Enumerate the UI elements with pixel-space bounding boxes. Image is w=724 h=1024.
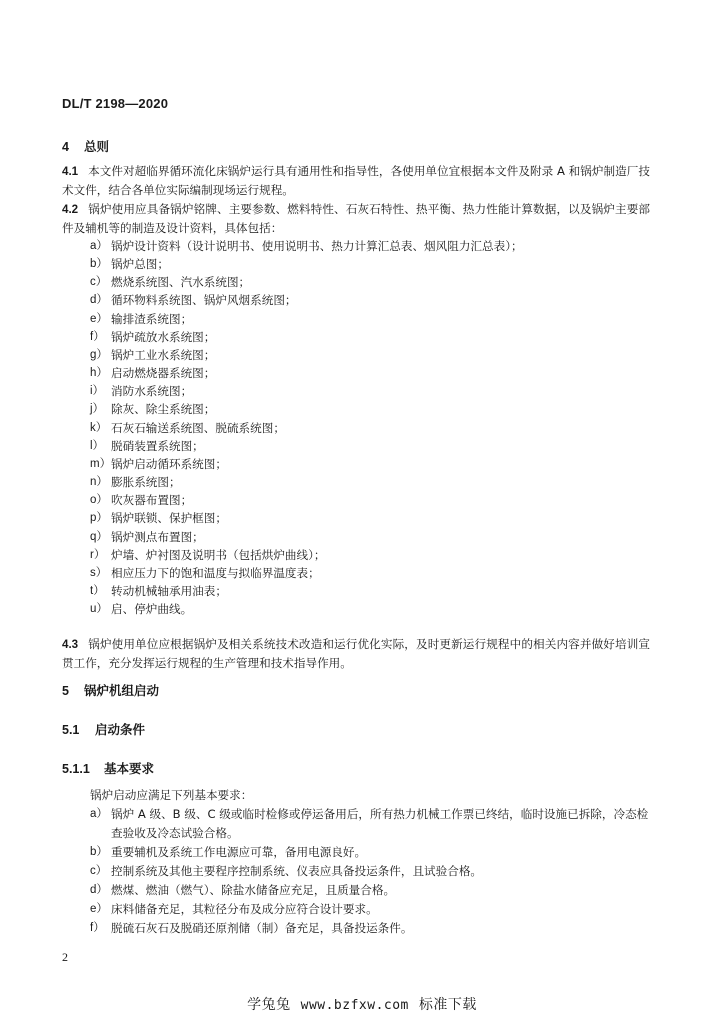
standard-code: DL/T 2198—2020 [62,96,169,111]
footer-watermark [0,994,724,1014]
list-item: m） 锅炉启动循环系统图； [90,456,227,471]
list-item: o） 吹灰器布置图； [90,493,193,508]
list-item: a） 锅炉设计资料（设计说明书、使用说明书、热力计算汇总表、烟风阻力汇总表）； [90,239,523,253]
intro-5-1-1: 锅炉启动应满足下列基本要求： [90,788,253,802]
list-item: a） 锅炉 A 级、B 级、C 级或临时检修或停运备用后，所有热力机械工作票已终结，临时设施已拆除，冷态检查验收及冷态试验合格。 [90,807,649,840]
list-5-1-1 [90,805,653,938]
list-item: k） 石灰石输送系统图、脱硫系统图； [90,420,285,435]
section-4-heading [62,139,109,155]
list-item: f） 脱硫石灰石及脱硝还原剂储（制）备充足，具备投运条件。 [90,921,413,935]
paragraph-text: 锅炉使用单位应根据锅炉及相关系统技术改造和运行优化实际，及时更新运行规程中的相关内容并做好培训宣贯工作，充分发挥运行规程的生产管理和技术指导作用。 [62,637,650,670]
paragraph-4-2 [62,200,650,238]
footer-brand: 学兔兔 [247,997,291,1013]
list-item: t） 转动机械轴承用油表； [90,583,227,598]
section-number: 5.1 [62,723,80,737]
list-item: c） 燃烧系统图、汽水系统图； [90,275,251,290]
list-item: f） 锅炉疏放水系统图； [90,329,216,344]
list-item: q） 锅炉测点布置图； [90,529,204,544]
paragraph-text: 本文件对超临界循环流化床锅炉运行具有通用性和指导性，各使用单位宜根据本文件及附录 A 和锅炉制造厂技术文件，结合各单位实际编制现场运行规程。 [62,164,650,197]
footer-tagline: 标准下载 [418,997,477,1013]
paragraph-number: 4.2 [62,203,79,216]
paragraph-4-1 [62,162,650,200]
list-item: p） 锅炉联锁、保护框图； [90,511,227,526]
list-item: b） 锅炉总图； [90,257,169,272]
section-5-1-1-heading [62,761,154,777]
list-item: l） 脱硝装置系统图； [90,438,204,453]
list-item: r） 炉墙、炉衬图及说明书（包括烘炉曲线）； [90,547,326,562]
section-title: 基本要求 [104,761,155,776]
list-item: d） 循环物料系统图、锅炉风烟系统图； [90,293,297,308]
list-4-2 [90,237,651,618]
section-number: 5.1.1 [62,762,90,776]
list-item: c） 控制系统及其他主要程序控制系统、仪表应具备投运条件，且试验合格。 [90,864,483,878]
section-5-1-heading [62,722,145,738]
page-number: 2 [62,950,68,964]
list-item: j） 除灰、除尘系统图； [90,402,216,417]
section-5-heading [62,683,159,699]
section-number: 5 [62,684,69,698]
list-item: n） 膨胀系统图； [90,475,181,490]
paragraph-number: 4.3 [62,638,79,651]
section-number: 4 [62,140,69,154]
paragraph-number: 4.1 [62,165,79,178]
footer-site-link[interactable]: www.bzfxw.com [300,998,409,1013]
list-item: i） 消防水系统图； [90,384,193,399]
list-item: g） 锅炉工业水系统图； [90,347,216,362]
list-item: h） 启动燃烧器系统图； [90,366,216,381]
list-item: b） 重要辅机及系统工作电源应可靠，备用电源良好。 [90,845,367,859]
list-item: u） 启、停炉曲线。 [90,602,193,617]
list-item: s） 相应压力下的饱和温度与拟临界温度表； [90,565,320,580]
list-item: e） 输排渣系统图； [90,311,193,326]
list-item: e） 床料储备充足，其粒径分布及成分应符合设计要求。 [90,902,378,916]
section-title: 锅炉机组启动 [84,683,160,698]
section-title: 启动条件 [95,722,146,737]
section-title: 总则 [84,139,110,154]
list-item: d） 燃煤、燃油（燃气）、除盐水储备应充足，且质量合格。 [90,883,396,897]
paragraph-text: 锅炉使用应具备锅炉铭牌、主要参数、燃料特性、石灰石特性、热平衡、热力性能计算数据，以及锅炉主要部件及辅机等的制造及设计资料，具体包括： [62,202,650,235]
paragraph-4-3 [62,635,650,673]
